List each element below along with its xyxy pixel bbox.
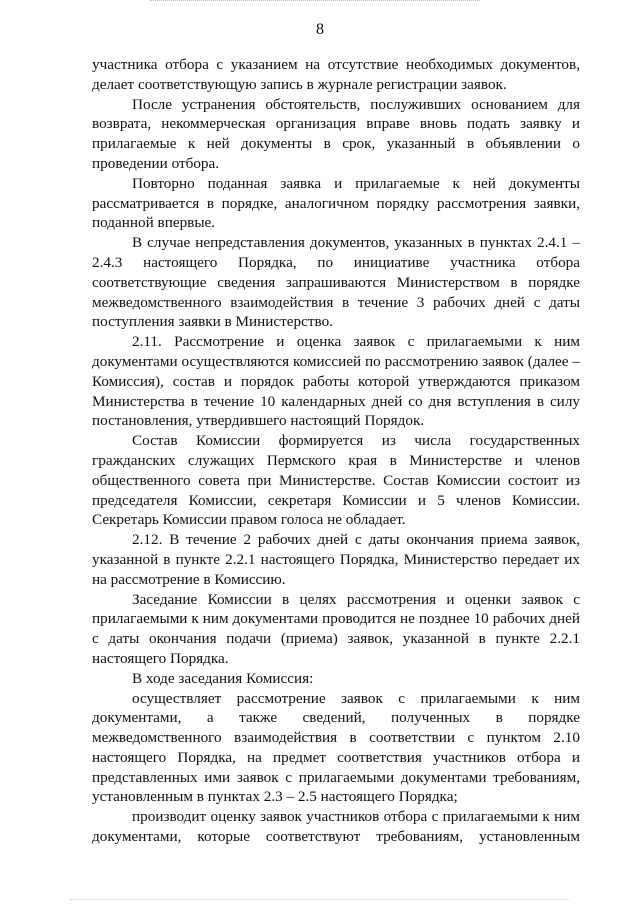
paragraph: производит оценку заявок участников отбора с прилагаемыми к ним документами, которые соответствуют требованиям, установленным (92, 808, 580, 846)
paragraph: Состав Комиссии формируется из числа государственных гражданских служащих Пермского края в Министерстве и членов общественного совета при Министерстве. Состав Комиссии состоит из председателя Комиссии, секретаря Комиссии и 5 членов Комиссии. Секретарь Комиссии правом голоса не обладает. (92, 432, 580, 529)
paragraph: В случае непредставления документов, указанных в пунктах 2.4.1 – 2.4.3 настоящего Порядка, по инициативе участника отбора соответствующие сведения запрашиваются Министерством в порядке межведомственного взаимодействия в течение 3 рабочих дней с даты поступления заявки в Министерство. (92, 234, 580, 331)
page-number: 8 (316, 21, 324, 38)
paragraph: 2.12. В течение 2 рабочих дней с даты окончания приема заявок, указанной в пункте 2.2.1 настоящего Порядка, Министерство передает их на рассмотрение в Комиссию. (92, 531, 580, 588)
scan-edge-top (150, 0, 480, 3)
paragraph: участника отбора с указанием на отсутствие необходимых документов, делает соответствующую запись в журнале регистрации заявок. (92, 56, 580, 93)
paragraph: После устранения обстоятельств, послуживших основанием для возврата, некоммерческая организация вправе вновь подать заявку и прилагаемые к ней документы в срок, указанный в объявлении о проведении отбора. (92, 95, 580, 172)
paragraph: Заседание Комиссии в целях рассмотрения и оценки заявок с прилагаемыми к ним документами проводится не позднее 10 рабочих дней с даты окончания подачи (приема) заявок, указанной в пункте 2.2.1 настоящего Порядка. (92, 590, 580, 667)
document-body (92, 55, 580, 847)
scan-edge-bottom (70, 899, 570, 901)
paragraph: осуществляет рассмотрение заявок с прилагаемыми к ним документами, а также сведений, полученных в порядке межведомственного взаимодействия в соответствии с пунктом 2.10 настоящего Порядка, на предмет соответствия участников отбора и представленных ими заявок с прилагаемыми документами требованиям, установленным в пунктах 2.3 – 2.5 настоящего Порядка; (92, 689, 580, 806)
paragraph: 2.11. Рассмотрение и оценка заявок с прилагаемыми к ним документами осуществляются комиссией по рассмотрению заявок (далее – Комиссия), состав и порядок работы которой утверждаются приказом Министерства в течение 10 календарных дней со дня вступления в силу постановления, утвердившего настоящий Порядок. (92, 333, 580, 430)
paragraph: Повторно поданная заявка и прилагаемые к ней документы рассматривается в порядке, аналогичном порядку рассмотрения заявки, поданной впервые. (92, 174, 580, 232)
paragraph: В ходе заседания Комиссия: (132, 669, 314, 687)
